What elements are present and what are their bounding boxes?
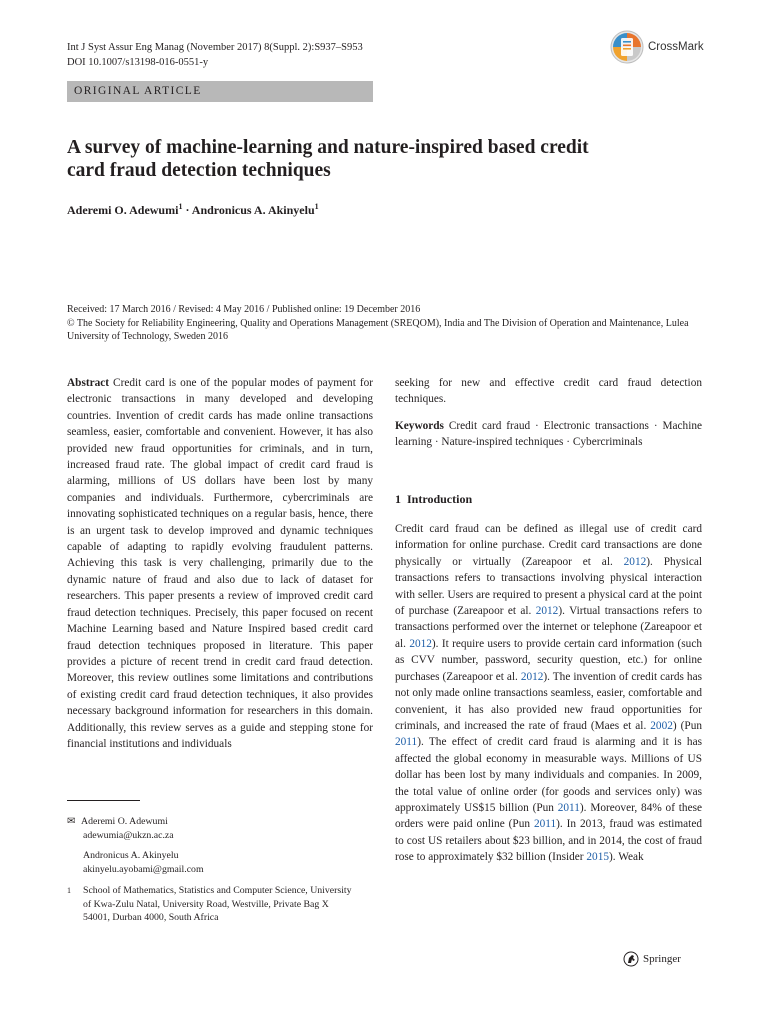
citation-link[interactable]: 2011 <box>557 801 580 814</box>
citation-link[interactable]: 2011 <box>533 818 557 831</box>
corresponding-authors <box>67 815 373 876</box>
abstract <box>67 375 373 752</box>
footnote-author-2-email[interactable]: akinyelu.ayobami@gmail.com <box>83 863 204 875</box>
citation-link[interactable]: 2012 <box>520 670 544 683</box>
abstract-continuation: seeking for new and effective credit card fraud detection techniques. <box>395 377 702 406</box>
author-affiliation-mark-1: 1 <box>178 202 183 211</box>
abstract-label: Abstract <box>67 377 110 389</box>
section-number: 1 <box>395 491 401 506</box>
crossmark-icon <box>610 30 644 64</box>
intro-text: ). The invention of credit cards has not only made online transactions seamless, easier, comfortable and convenient, it has also provided new fraud opportunities for criminals, and increased the rate of fraud (Maes et al. <box>395 670 702 732</box>
keywords-text: Credit card fraud · Electronic transactions · Machine learning · Nature-inspired techniques · Cybercriminals <box>395 419 702 449</box>
intro-text: ) (Pun <box>672 719 702 732</box>
article-title <box>67 136 687 182</box>
publisher-name: Springer <box>643 953 681 965</box>
section-heading-introduction <box>395 491 702 507</box>
publication-dates: Received: 17 March 2016 / Revised: 4 May 2016 / Published online: 19 December 2016 <box>67 304 421 315</box>
intro-text: ). Physical transactions refers to transactions involving physical interaction with seller. Users are required to present a physical card at the point of purchase (Zareapoor et al. <box>395 555 702 618</box>
intro-text: Credit card fraud can be defined as illegal use of credit card information for online purchase. Credit card transactions are done physically or virtually (Zareapoor et al. <box>395 523 702 568</box>
springer-horse-icon <box>623 951 639 967</box>
author-name-2[interactable]: Andronicus A. Akinyelu <box>191 203 315 217</box>
right-column <box>395 375 702 866</box>
affiliation-text: School of Mathematics, Statistics and Computer Science, University of Kwa-Zulu Natal, University Road, Westville, Private Bag X 54001, Durban 4000, South Africa <box>83 885 352 923</box>
intro-text: ). In 2013, fraud was estimated to cost US retailers about $23 billion, and in 2014, the cost of fraud rose to approximately $32 billion (Insider <box>395 818 702 864</box>
article-type-banner: ORIGINAL ARTICLE <box>67 81 373 102</box>
copyright-notice: © The Society for Reliability Engineering, Quality and Operations Management (SREQOM), India and The Division of Operation and Maintenance, Lulea University of Technology, Sweden 2016 <box>67 317 689 342</box>
keywords <box>395 418 702 451</box>
author-affiliation-mark-2: 1 <box>314 202 319 211</box>
affiliation-mark: 1 <box>67 886 71 895</box>
intro-text: ). Weak <box>608 851 644 864</box>
citation-link[interactable]: 2011 <box>395 736 418 749</box>
introduction-paragraph <box>395 521 702 866</box>
footnote-author-1-name: Aderemi O. Adewumi <box>81 816 168 827</box>
journal-header <box>67 40 363 70</box>
title-line-2: card fraud detection techniques <box>67 160 331 181</box>
title-line-1: A survey of machine-learning and nature-inspired based credit <box>67 137 589 158</box>
footnote-rule <box>67 800 140 801</box>
citation-link[interactable]: 2012 <box>623 555 647 568</box>
crossmark-badge[interactable] <box>610 30 704 64</box>
section-title: Introduction <box>407 491 473 506</box>
affiliation-footnote <box>67 884 373 925</box>
envelope-icon: ✉ <box>67 816 76 827</box>
citation-link[interactable]: 2015 <box>586 851 609 864</box>
citation-link[interactable]: 2002 <box>650 719 673 732</box>
citation-link[interactable]: 2012 <box>409 637 432 650</box>
author-name-1[interactable]: Aderemi O. Adewumi <box>67 203 179 217</box>
publication-info <box>67 303 707 344</box>
author-list <box>67 202 319 218</box>
intro-text: ). It require users to provide certain card information (such as CVV number, password, security question, etc.) for online purchases (Zareapoor et al. <box>395 637 702 683</box>
abstract-text: Credit card is one of the popular modes of payment for electronic transactions in many developed and developing countries. Invention of credit cards has made online transactions seamless, easier, comfortable and convenient. However, it has also provided new fraud opportunities for criminals, and in turn, increased fraud rate. The global impact of credit card fraud is alarming, millions of US dollars have been lost by many companies and individuals. Furthermore, cybercriminals are innovating sophisticated techniques on a regular basis, hence, there is an urgent task to develop improved and dynamic techniques capable of adapting to rapidly evolving fraudulent patterns. Achieving this task is very challenging, primarily due to the dynamic nature of fraud and also due to lack of dataset for researchers. This paper presents a review of improved credit card fraud detection techniques. Precisely, this paper focused on recent Machine Learning based and Nature Inspired based credit card fraud detection techniques proposed in literature. This paper provides a picture of recent trend in credit card fraud detection. Moreover, this review outlines some limitations and contributions of existing credit card fraud detection techniques, it also provides necessary background information for researchers in this domain. Additionally, this review serves as a guide and stepping stone for financial institutions and individuals <box>67 377 373 750</box>
publisher-logo <box>623 951 681 967</box>
intro-text: ). The effect of credit card fraud is alarming and it is has affected the global economy in measurable ways. Millions of US dollar has been lost by many individuals and companies. In 2009, the total value of online order (for goods and services only) was approximately US$15 billion (Pun <box>395 736 702 814</box>
intro-text: ). Moreover, 84% of these orders were paid online (Pun <box>395 801 702 831</box>
journal-citation: Int J Syst Assur Eng Manag (November 2017) 8(Suppl. 2):S937–S953 <box>67 42 363 53</box>
author-separator: · <box>182 203 192 217</box>
citation-link[interactable]: 2012 <box>535 605 559 618</box>
left-column <box>67 375 373 752</box>
footnote-author-2-name: Andronicus A. Akinyelu <box>83 850 179 861</box>
doi[interactable]: DOI 10.1007/s13198-016-0551-y <box>67 57 209 68</box>
footnote-author-1-email[interactable]: adewumia@ukzn.ac.za <box>83 829 174 841</box>
intro-text: ). Virtual transactions refers to transactions performed over the internet or telephone (Zareapoor et al. <box>395 605 702 650</box>
crossmark-label: CrossMark <box>648 41 704 53</box>
keywords-label: Keywords <box>395 419 444 432</box>
